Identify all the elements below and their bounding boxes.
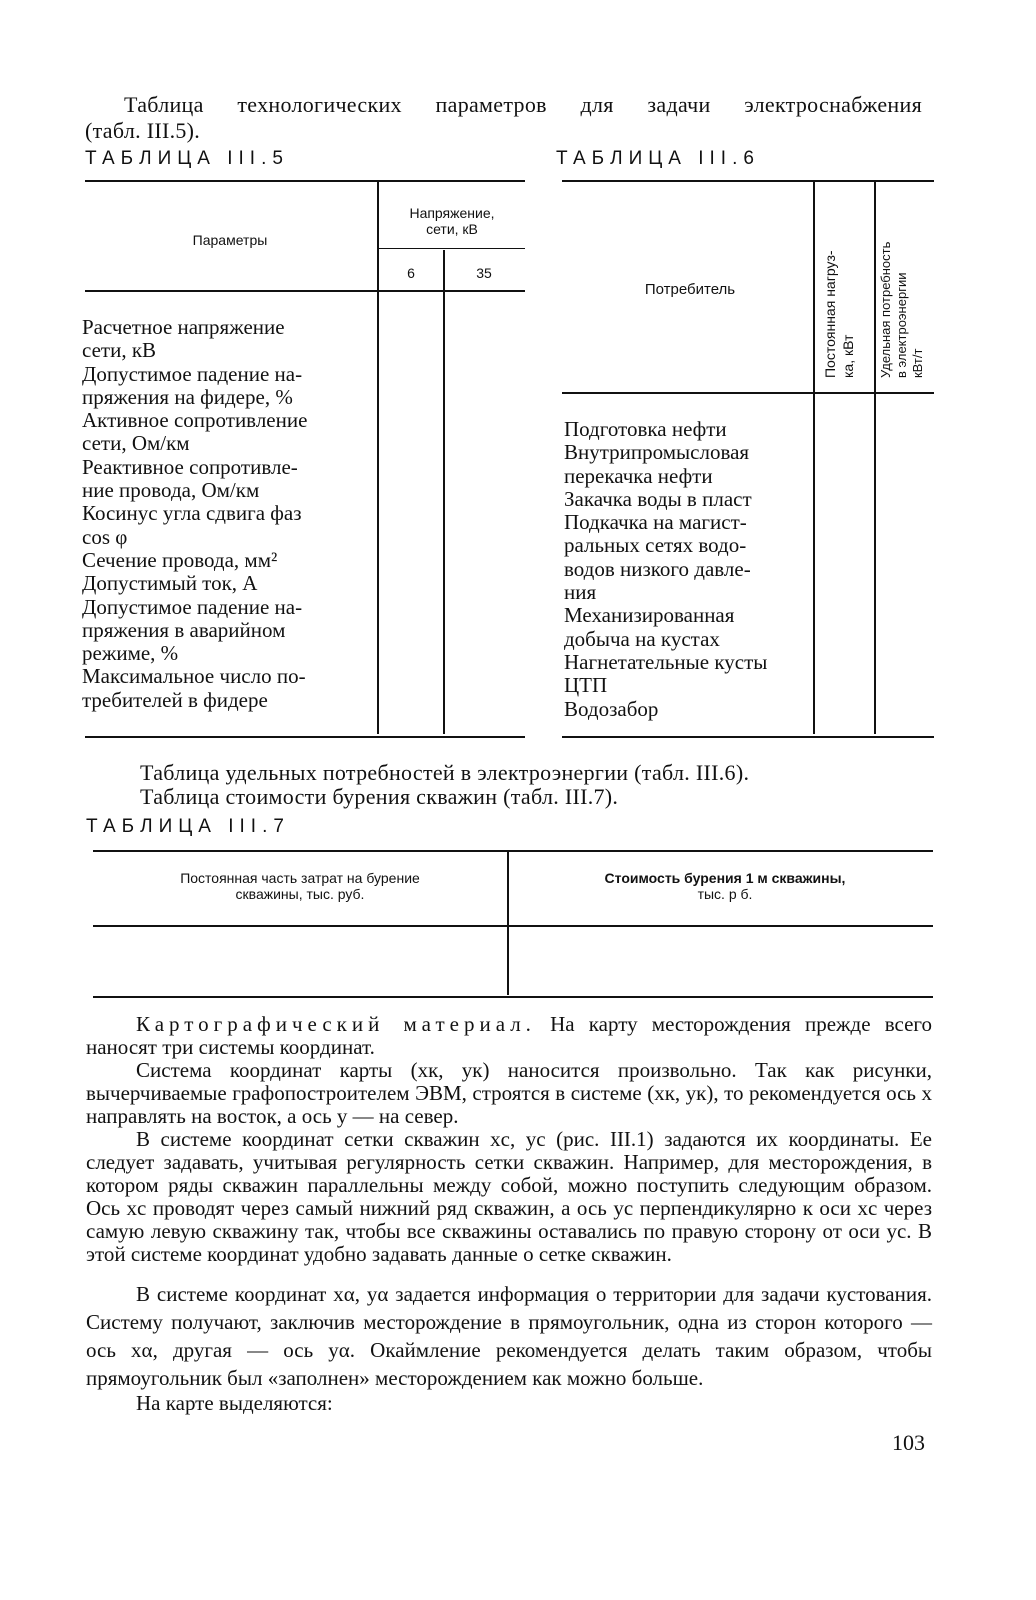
table5-col-6: 6 (407, 265, 415, 281)
table5-row: режиме, % (82, 641, 179, 666)
table6-header-specific-3: кВт/т (910, 348, 925, 378)
table6-caption: ТАБЛИЦА III.6 (556, 148, 760, 169)
intro-line-2: (табл. III.5). (85, 118, 201, 143)
table5-vline-2 (443, 250, 445, 734)
table6-row: Водозабор (564, 696, 659, 721)
table6-row: Подготовка нефти (564, 417, 727, 441)
table5-row: Расчетное напряжение (82, 315, 285, 339)
table5-row: cos φ (82, 524, 128, 549)
section-lead: Картографический материал. (136, 1012, 536, 1036)
table5-rows (82, 316, 358, 712)
table5-row: пряжения в аварийном (82, 617, 286, 642)
table6-header-consumer: Потребитель (644, 281, 736, 298)
table5-row: ние провода, Ом/км (82, 478, 260, 503)
table7-caption: ТАБЛИЦА III.7 (86, 816, 290, 837)
table6-row: Механизированная (564, 603, 735, 628)
table5-row: Допустимое падение на- (82, 361, 303, 386)
paragraph-1 (86, 1013, 932, 1059)
table6-row: ния (564, 580, 597, 605)
table6-header-specific-1: Удельная потребность (878, 241, 893, 378)
table7-vline (507, 851, 509, 995)
table7-header-col2-2: тыс. р б. (697, 886, 753, 902)
table6-row: ральных сетях водо- (564, 533, 747, 558)
table6-row: ЦТП (564, 673, 608, 698)
table7-bottom-rule (93, 996, 933, 998)
table6-row: Подкачка на магист- (564, 510, 747, 535)
table6-bottom-rule (562, 736, 934, 738)
paragraph-5: На карте выделяются: (136, 1391, 333, 1415)
table6-header-load-1: Постоянная нагруз- (822, 250, 838, 378)
table5-header-voltage-2: сети, кВ (426, 221, 478, 237)
table6-row: перекачка нефти (564, 463, 713, 488)
table5-row: сети, Ом/км (82, 431, 190, 456)
table5-row: требителей в фидере (82, 687, 268, 712)
page-number: 103 (892, 1430, 925, 1455)
table7-header-rule (93, 925, 933, 927)
table5-row: Максимальное число по- (82, 664, 306, 689)
table7-top-rule (93, 850, 933, 852)
table7-header-col1-2: скважины, тыс. руб. (235, 886, 365, 902)
table5-row: Реактивное сопротивле- (82, 454, 298, 479)
table5-col-35: 35 (476, 265, 492, 281)
table6-header-specific-2: в электроэнергии (894, 272, 909, 378)
table6-vline-2 (874, 181, 876, 734)
table5-vline-1 (377, 181, 379, 734)
table5-header-voltage-1: Напряжение, (409, 205, 495, 221)
table6-row: водов низкого давле- (564, 556, 751, 581)
table5-row: Сечение провода, мм² (82, 547, 278, 572)
paragraph-1-rest: На карту месторождения прежде всего наносят три системы координат. (86, 1012, 932, 1059)
table6-row: Закачка воды в пласт (564, 486, 752, 511)
body-text (86, 1013, 932, 1415)
table5-row: Допустимое падение на- (82, 594, 303, 619)
table6-top-rule (562, 180, 934, 182)
table7-header-col1-1: Постоянная часть затрат на бурение (180, 870, 420, 886)
paragraph-2: Система координат карты (xк, yк) наносится произвольно. Так как рисунки, вычерчиваемые графопостроителем ЭВМ, строятся в системе (xк, yк), то рекомендуется ось x направлять на восток, а ось y — на север. (86, 1058, 932, 1128)
table5-header-params: Параметры (192, 232, 268, 248)
paragraph-3: В системе координат сетки скважин xс, yс (рис. III.1) задаются их координаты. Ее следует задавать, учитывая регулярность сетки скважин. Например, для месторождения, в котором ряды скважин параллельны между собой, можно поступить следующим образом. Ось xс проводят через самый нижний ряд скважин, а ось yс перпендикулярно к оси xс через самую левую скважину так, чтобы все скважины оставались по правую сторону от оси yс. В этой системе координат удобно задавать данные о сетке скважин. (86, 1127, 932, 1266)
table6-row: добыча на кустах (564, 626, 720, 651)
table5-row: Косинус угла сдвига фаз (82, 501, 302, 526)
table5-row: пряжения на фидере, % (82, 384, 293, 409)
table5-row: Допустимый ток, А (82, 571, 258, 596)
paragraph-4: В системе координат xα, yα задается информация о территории для задачи кустования. Систему получают, заключив месторождение в прямоугольник, одна из сторон которого — ось xα, другая — ось yα. Окаймление рекомендуется делать таким образом, чтобы прямоугольник был «заполнен» месторождением как можно больше. (86, 1282, 932, 1390)
table6-row: Нагнетательные кусты (564, 649, 768, 674)
table6-row: Внутрипромысловая (564, 440, 750, 465)
table5-row: Активное сопротивление (82, 408, 308, 433)
table5-header-rule (85, 290, 525, 292)
table5-row: сети, кВ (82, 338, 157, 363)
table7-header-col2-1: Стоимость бурения 1 м скважины, (604, 870, 846, 886)
intro2-line-1: Таблица удельных потребностей в электроэнергии (табл. III.6). (140, 760, 750, 785)
table5-caption: ТАБЛИЦА III.5 (85, 148, 289, 169)
table6-vline-1 (813, 181, 815, 734)
table6-header-load-2: ка, кВт (840, 334, 856, 378)
table5-voltage-rule (378, 248, 525, 249)
table6-rows (564, 418, 810, 721)
table5-top-rule (85, 180, 525, 182)
intro2-line-2: Таблица стоимости бурения скважин (табл. III.7). (140, 784, 619, 809)
table6-header-rule (562, 392, 934, 394)
intro-line-1: Таблица технологических параметров для задачи электроснабжения (124, 92, 922, 117)
table5-bottom-rule (85, 736, 525, 738)
